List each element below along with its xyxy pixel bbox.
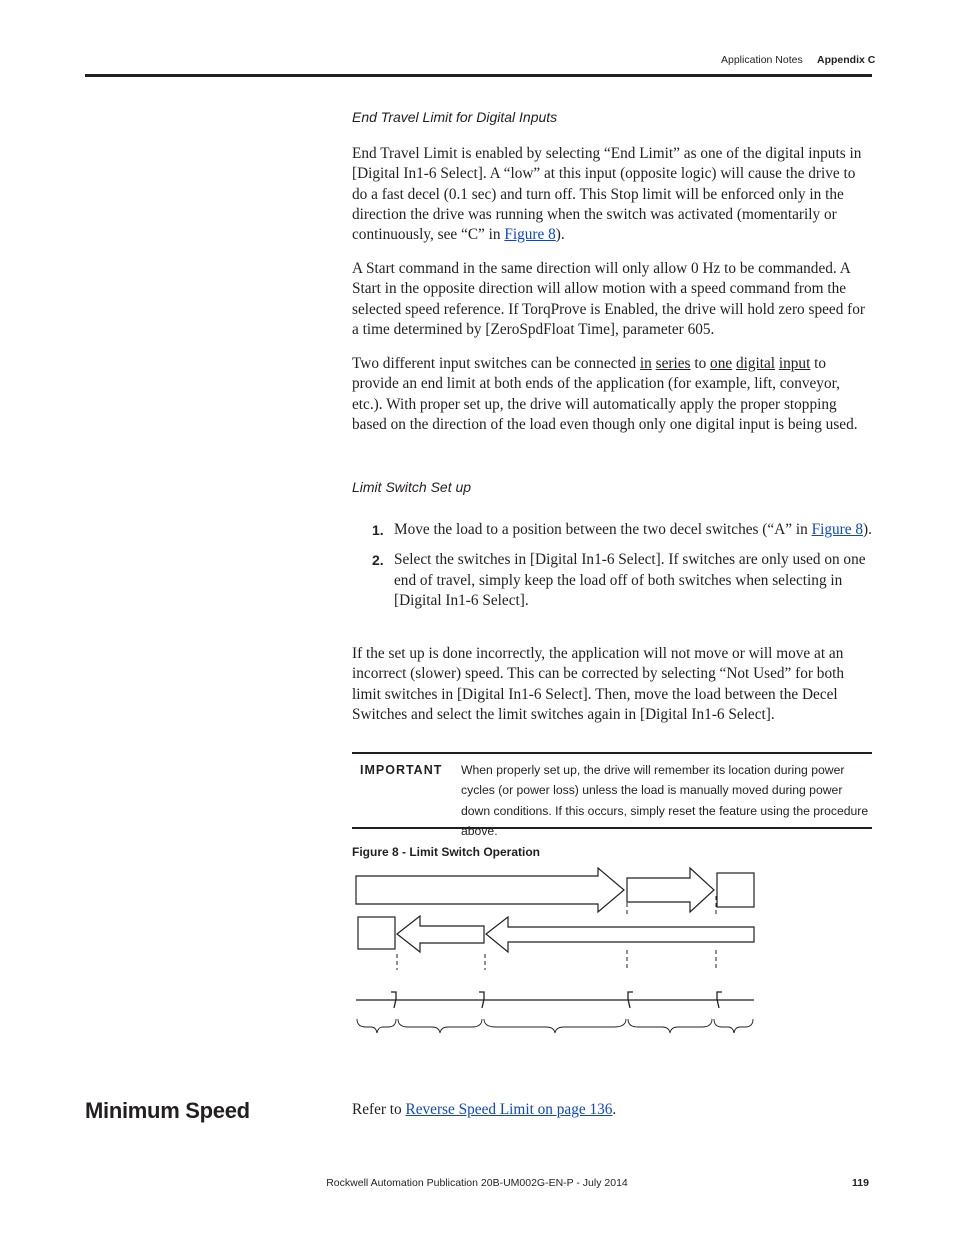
header-section-title: Application Notes — [721, 54, 803, 66]
underlined-word: input — [778, 355, 811, 372]
heading-end-travel-limit: End Travel Limit for Digital Inputs — [352, 109, 558, 125]
step-number: 1. — [372, 522, 384, 538]
figure-caption: Figure 8 - Limit Switch Operation — [352, 845, 541, 859]
footer-publication: Rockwell Automation Publication 20B-UM002G-EN-P - July 2014 — [326, 1177, 628, 1189]
underlined-word: digital — [735, 355, 776, 372]
page-header — [0, 0, 954, 80]
figure-8-link[interactable]: Figure 8 — [811, 521, 863, 538]
limit-switch-diagram — [350, 862, 760, 1042]
paragraph-text: A Start command in the same direction will only allow 0 Hz to be commanded. A Start in the opposite direction will allow motion with a speed command from the selected speed reference. If TorqProve is Enabled, the drive will hold zero speed for a time determined by [ZeroSpdFloat Time], parameter 605. — [352, 260, 866, 338]
paragraph-minimum-speed — [352, 1101, 616, 1119]
setup-steps-list — [352, 520, 872, 621]
paragraph-text: to provide an end limit at both ends of the application (for example, lift, conveyor, etc.). With proper set up, the drive will automatically apply the proper stopping based on the direction of the load even though only one digital input is being used. — [352, 355, 858, 433]
paragraph-text: to — [690, 355, 711, 372]
step-text: Select the switches in [Digital In1-6 Select]. If switches are only used on one end of travel, simply keep the load off of both switches when selecting in [Digital In1-6 Select]. — [394, 551, 866, 609]
load-box-right — [717, 873, 754, 907]
figure-8-link[interactable]: Figure 8 — [504, 226, 556, 244]
step-number: 2. — [372, 552, 384, 569]
page-number: 119 — [852, 1177, 869, 1189]
heading-minimum-speed: Minimum Speed — [85, 1098, 250, 1123]
important-text: When properly set up, the drive will remember its location during power cycles (or power loss) unless the load is manually moved during power down conditions. If this occurs, simply reset the feature using the procedure above. — [461, 763, 869, 838]
important-label: IMPORTANT — [360, 763, 443, 777]
forward-arrow-short — [627, 868, 714, 912]
important-notice-box — [352, 752, 872, 838]
list-item — [352, 520, 872, 540]
step-text: Move the load to a position between the two decel switches (“A” in — [394, 521, 812, 538]
zone-brace-c-left — [357, 1019, 396, 1033]
header-appendix-label: Appendix C — [817, 54, 876, 66]
paragraph-input-switches — [352, 354, 872, 435]
zone-brace-a — [484, 1019, 626, 1033]
paragraph-text: ). — [555, 226, 565, 244]
underlined-word: one — [710, 355, 733, 372]
reverse-arrow-short — [397, 916, 484, 952]
paragraph-incorrect-setup — [352, 644, 872, 725]
heading-limit-switch-setup: Limit Switch Set up — [352, 479, 472, 495]
load-box-left — [358, 917, 395, 949]
paragraph-text: Refer to — [352, 1101, 406, 1118]
reverse-speed-limit-link[interactable]: Reverse Speed Limit on page 136 — [405, 1101, 613, 1118]
zone-brace-c-right — [714, 1019, 753, 1033]
paragraph-end-travel-intro — [352, 144, 872, 245]
underlined-word: series — [655, 355, 691, 372]
paragraph-start-command — [352, 259, 872, 340]
paragraph-text: End Travel Limit is enabled by selecting “End Limit” as one of the digital inputs in [Digital In1-6 Select]. A “low” at this input (opposite logic) will cause the drive to do a fast decel (0.1 sec) and turn off. This Stop limit will be enforced only in the direction the drive was running when the switch was activated (momentarily or continuously, see “C” in — [352, 145, 862, 244]
header-rule — [85, 74, 872, 77]
paragraph-text: . — [612, 1101, 617, 1118]
zone-brace-b-left — [398, 1019, 482, 1033]
paragraph-text: Two different input switches can be connected — [352, 355, 640, 372]
list-item — [352, 550, 872, 611]
forward-arrow-long — [356, 868, 624, 912]
step-text: ). — [863, 521, 872, 538]
paragraph-text: If the set up is done incorrectly, the application will not move or will move at an incorrect (slower) speed. This can be corrected by selecting “Not Used” for both limit switches in [Digital In1-6 Select]. Then, move the load between the Decel Switches and select the limit switches again in [Digital In1-6 Select]. — [352, 645, 845, 723]
zone-brace-b-right — [628, 1019, 712, 1033]
reverse-arrow-long — [486, 917, 754, 952]
underlined-word: in — [639, 355, 652, 372]
